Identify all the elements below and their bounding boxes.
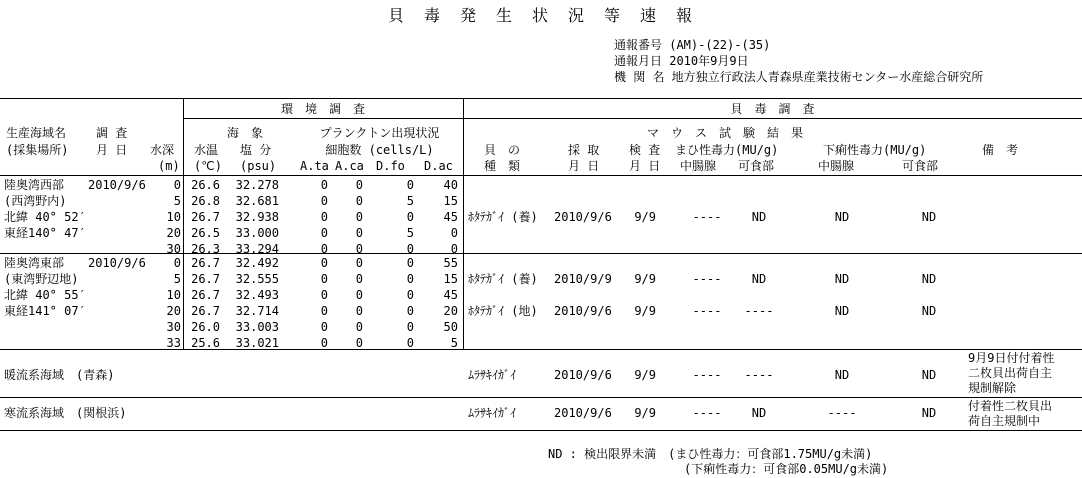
area-label: 陸奥湾東部 (4, 256, 65, 270)
header-col-ata: A.ta (300, 159, 329, 173)
count-dac: 45 (443, 288, 458, 302)
count-ata: 0 (320, 336, 328, 350)
test-date: 9/9 (634, 368, 656, 382)
count-dac: 5 (450, 336, 458, 350)
depth: 30 (166, 320, 181, 334)
header-col-dfo: D.fo (376, 159, 405, 173)
header-depth: 水深 (150, 143, 175, 157)
notice-date: 通報月日 2010年9月9日 (614, 54, 749, 68)
header-salinity: 塩 分 (240, 143, 272, 157)
notice-number: 通報番号 (AM)-(22)-(35) (614, 38, 771, 52)
rule-top (0, 98, 1082, 99)
remarks-text: 二枚貝出荷自主 (968, 366, 1053, 380)
count-dfo: 0 (406, 178, 414, 192)
shell-species: ﾑﾗｻｷｲｶﾞｲ (468, 406, 517, 420)
survey-date: 2010/9/6 (88, 256, 146, 270)
psp-midgut: ---- (692, 368, 722, 382)
salinity: 32.555 (235, 272, 279, 286)
depth: 5 (173, 272, 181, 286)
header-temp-unit: (℃) (194, 159, 222, 173)
area-label: 東経141° 07′ (4, 304, 86, 318)
count-aca: 0 (355, 320, 363, 334)
sampling-date: 2010/9/6 (554, 304, 612, 318)
depth: 0 (173, 256, 181, 270)
test-date: 9/9 (634, 210, 656, 224)
header-survey-date: 調 査 (96, 126, 128, 140)
count-dac: 50 (443, 320, 458, 334)
header-psp-edible: 可食部 (738, 159, 775, 173)
header-seawater: 海 象 (226, 126, 263, 140)
rule-row3 (0, 397, 1082, 398)
sampling-date: 2010/9/6 (554, 210, 612, 224)
water-temp: 26.7 (191, 288, 220, 302)
count-ata: 0 (320, 304, 328, 318)
header-sampling: 採 取 (568, 143, 600, 157)
depth: 20 (166, 226, 181, 240)
dsp-midgut: ---- (827, 406, 857, 420)
count-dac: 15 (443, 194, 458, 208)
footnote-line2: (下痢性毒力：可食部0.05MU/g未満) (684, 462, 889, 476)
count-ata: 0 (320, 210, 328, 224)
psp-midgut: ---- (692, 210, 722, 224)
survey-date: 2010/9/6 (88, 178, 146, 192)
depth: 20 (166, 304, 181, 318)
remarks-text: 付着性二枚貝出 (968, 399, 1053, 413)
count-aca: 0 (355, 336, 363, 350)
area-label: 東経140° 47′ (4, 226, 86, 240)
count-dfo: 5 (406, 226, 414, 240)
count-ata: 0 (320, 194, 328, 208)
count-ata: 0 (320, 256, 328, 270)
water-temp: 26.7 (191, 210, 220, 224)
salinity: 32.493 (235, 288, 279, 302)
psp-midgut: ---- (692, 272, 722, 286)
area-label: 北緯 40° 52′ (4, 210, 86, 224)
count-aca: 0 (355, 304, 363, 318)
test-date: 9/9 (634, 272, 656, 286)
count-dac: 20 (443, 304, 458, 318)
water-temp: 26.5 (191, 226, 220, 240)
dsp-edible: ND (921, 210, 937, 224)
depth: 30 (166, 242, 181, 256)
count-dfo: 0 (406, 210, 414, 224)
salinity: 33.021 (235, 336, 279, 350)
header-survey-date2: 月 日 (96, 143, 128, 157)
sampling-date: 2010/9/6 (554, 406, 612, 420)
header-shell: 貝 の (484, 143, 521, 157)
remarks-text: 規制解除 (968, 381, 1017, 395)
count-ata: 0 (320, 242, 328, 256)
count-ata: 0 (320, 226, 328, 240)
count-aca: 0 (355, 242, 363, 256)
salinity: 32.492 (235, 256, 279, 270)
count-dfo: 0 (406, 288, 414, 302)
depth: 33 (166, 336, 181, 350)
header-dsp-edible: 可食部 (902, 159, 939, 173)
count-aca: 0 (355, 272, 363, 286)
header-kaidoku: 貝 毒 調 査 (730, 102, 815, 116)
depth: 5 (173, 194, 181, 208)
water-temp: 26.7 (191, 256, 220, 270)
area-label: (西湾野内) (4, 194, 67, 208)
depth: 10 (166, 210, 181, 224)
psp-edible: ND (751, 210, 767, 224)
count-dfo: 5 (406, 194, 414, 208)
header-col-dac: D.ac (424, 159, 453, 173)
area-label: 北緯 40° 55′ (4, 288, 86, 302)
count-aca: 0 (355, 210, 363, 224)
shell-species: ﾎﾀﾃｶﾞｲ (地) (468, 304, 538, 318)
count-dac: 40 (443, 178, 458, 192)
dsp-edible: ND (921, 406, 937, 420)
remarks-text: 9月9日付付着性 (968, 351, 1055, 365)
header-depth-unit: (m) (158, 159, 180, 173)
header-env: 環 境 調 査 (280, 102, 365, 116)
header-cell-count: 細胞数 (cells/L) (325, 143, 434, 157)
header-psp: まひ性毒力(MU/g) (675, 143, 779, 157)
area-label: 暖流系海域 (青森) (4, 368, 115, 382)
header-col-aca: A.ca (335, 159, 364, 173)
header-mouse-test: マ ウ ス 試 験 結 果 (646, 126, 803, 140)
psp-edible: ---- (744, 304, 774, 318)
header-temp: 水温 (194, 143, 219, 157)
salinity: 32.938 (235, 210, 279, 224)
count-aca: 0 (355, 288, 363, 302)
count-dac: 0 (450, 242, 458, 256)
count-aca: 0 (355, 178, 363, 192)
header-salinity-unit: (psu) (240, 159, 277, 173)
count-dac: 15 (443, 272, 458, 286)
salinity: 32.278 (235, 178, 279, 192)
count-aca: 0 (355, 256, 363, 270)
test-date: 9/9 (634, 304, 656, 318)
psp-midgut: ---- (692, 304, 722, 318)
dsp-midgut: ND (834, 304, 850, 318)
salinity: 33.000 (235, 226, 279, 240)
count-dfo: 0 (406, 256, 414, 270)
salinity: 33.003 (235, 320, 279, 334)
sampling-date: 2010/9/6 (554, 368, 612, 382)
psp-midgut: ---- (692, 406, 722, 420)
rule-header-bottom (0, 175, 1082, 176)
count-dfo: 0 (406, 242, 414, 256)
count-dac: 45 (443, 210, 458, 224)
header-plankton: プランクトン出現状況 (319, 126, 440, 140)
count-aca: 0 (355, 226, 363, 240)
footnote-line1: ND : 検出限界未満 (まひ性毒力：可食部1.75MU/g未満) (548, 447, 873, 461)
water-temp: 26.8 (191, 194, 220, 208)
water-temp: 26.7 (191, 272, 220, 286)
dsp-midgut: ND (834, 368, 850, 382)
psp-edible: ND (751, 406, 767, 420)
header-test2: 月 日 (629, 159, 661, 173)
water-temp: 26.6 (191, 178, 220, 192)
sampling-date: 2010/9/9 (554, 272, 612, 286)
water-temp: 26.7 (191, 304, 220, 318)
count-ata: 0 (320, 288, 328, 302)
count-ata: 0 (320, 320, 328, 334)
header-area-sub: (採集場所) (6, 143, 69, 157)
count-dac: 55 (443, 256, 458, 270)
rule-env (183, 118, 463, 119)
header-sampling2: 月 日 (568, 159, 600, 173)
rule-kaidoku (463, 118, 1082, 119)
header-remarks: 備 考 (982, 143, 1019, 157)
count-aca: 0 (355, 194, 363, 208)
dsp-midgut: ND (834, 272, 850, 286)
dsp-edible: ND (921, 368, 937, 382)
psp-edible: ND (751, 272, 767, 286)
count-dfo: 0 (406, 336, 414, 350)
dsp-edible: ND (921, 272, 937, 286)
shell-species: ﾑﾗｻｷｲｶﾞｲ (468, 368, 517, 382)
count-dac: 0 (450, 226, 458, 240)
header-dsp: 下痢性毒力(MU/g) (823, 143, 927, 157)
dsp-midgut: ND (834, 210, 850, 224)
count-dfo: 0 (406, 304, 414, 318)
area-label: 陸奥湾西部 (4, 178, 65, 192)
shell-species: ﾎﾀﾃｶﾞｲ (養) (468, 272, 538, 286)
water-temp: 26.3 (191, 242, 220, 256)
water-temp: 25.6 (191, 336, 220, 350)
count-ata: 0 (320, 178, 328, 192)
remarks-text: 荷自主規制中 (968, 414, 1041, 428)
test-date: 9/9 (634, 406, 656, 420)
count-ata: 0 (320, 272, 328, 286)
salinity: 32.714 (235, 304, 279, 318)
document-title: 貝 毒 発 生 状 況 等 速 報 (387, 6, 694, 25)
psp-edible: ---- (744, 368, 774, 382)
salinity: 32.681 (235, 194, 279, 208)
salinity: 33.294 (235, 242, 279, 256)
water-temp: 26.0 (191, 320, 220, 334)
depth: 0 (173, 178, 181, 192)
rule-vertical-kaidoku (463, 98, 464, 350)
count-dfo: 0 (406, 320, 414, 334)
header-psp-mid: 中腸腺 (680, 159, 717, 173)
rule-bottom (0, 430, 1082, 431)
count-dfo: 0 (406, 272, 414, 286)
header-shell2: 種 類 (484, 159, 521, 173)
depth: 10 (166, 288, 181, 302)
dsp-edible: ND (921, 304, 937, 318)
area-label: (東湾野辺地) (4, 272, 79, 286)
header-dsp-mid: 中腸腺 (818, 159, 855, 173)
header-area-name: 生産海域名 (6, 126, 67, 140)
notice-organization: 機 関 名 地方独立行政法人青森県産業技術センター水産総合研究所 (614, 70, 984, 84)
header-test: 検 査 (629, 143, 661, 157)
area-label: 寒流系海域 (関根浜) (4, 406, 127, 420)
shell-species: ﾎﾀﾃｶﾞｲ (養) (468, 210, 538, 224)
